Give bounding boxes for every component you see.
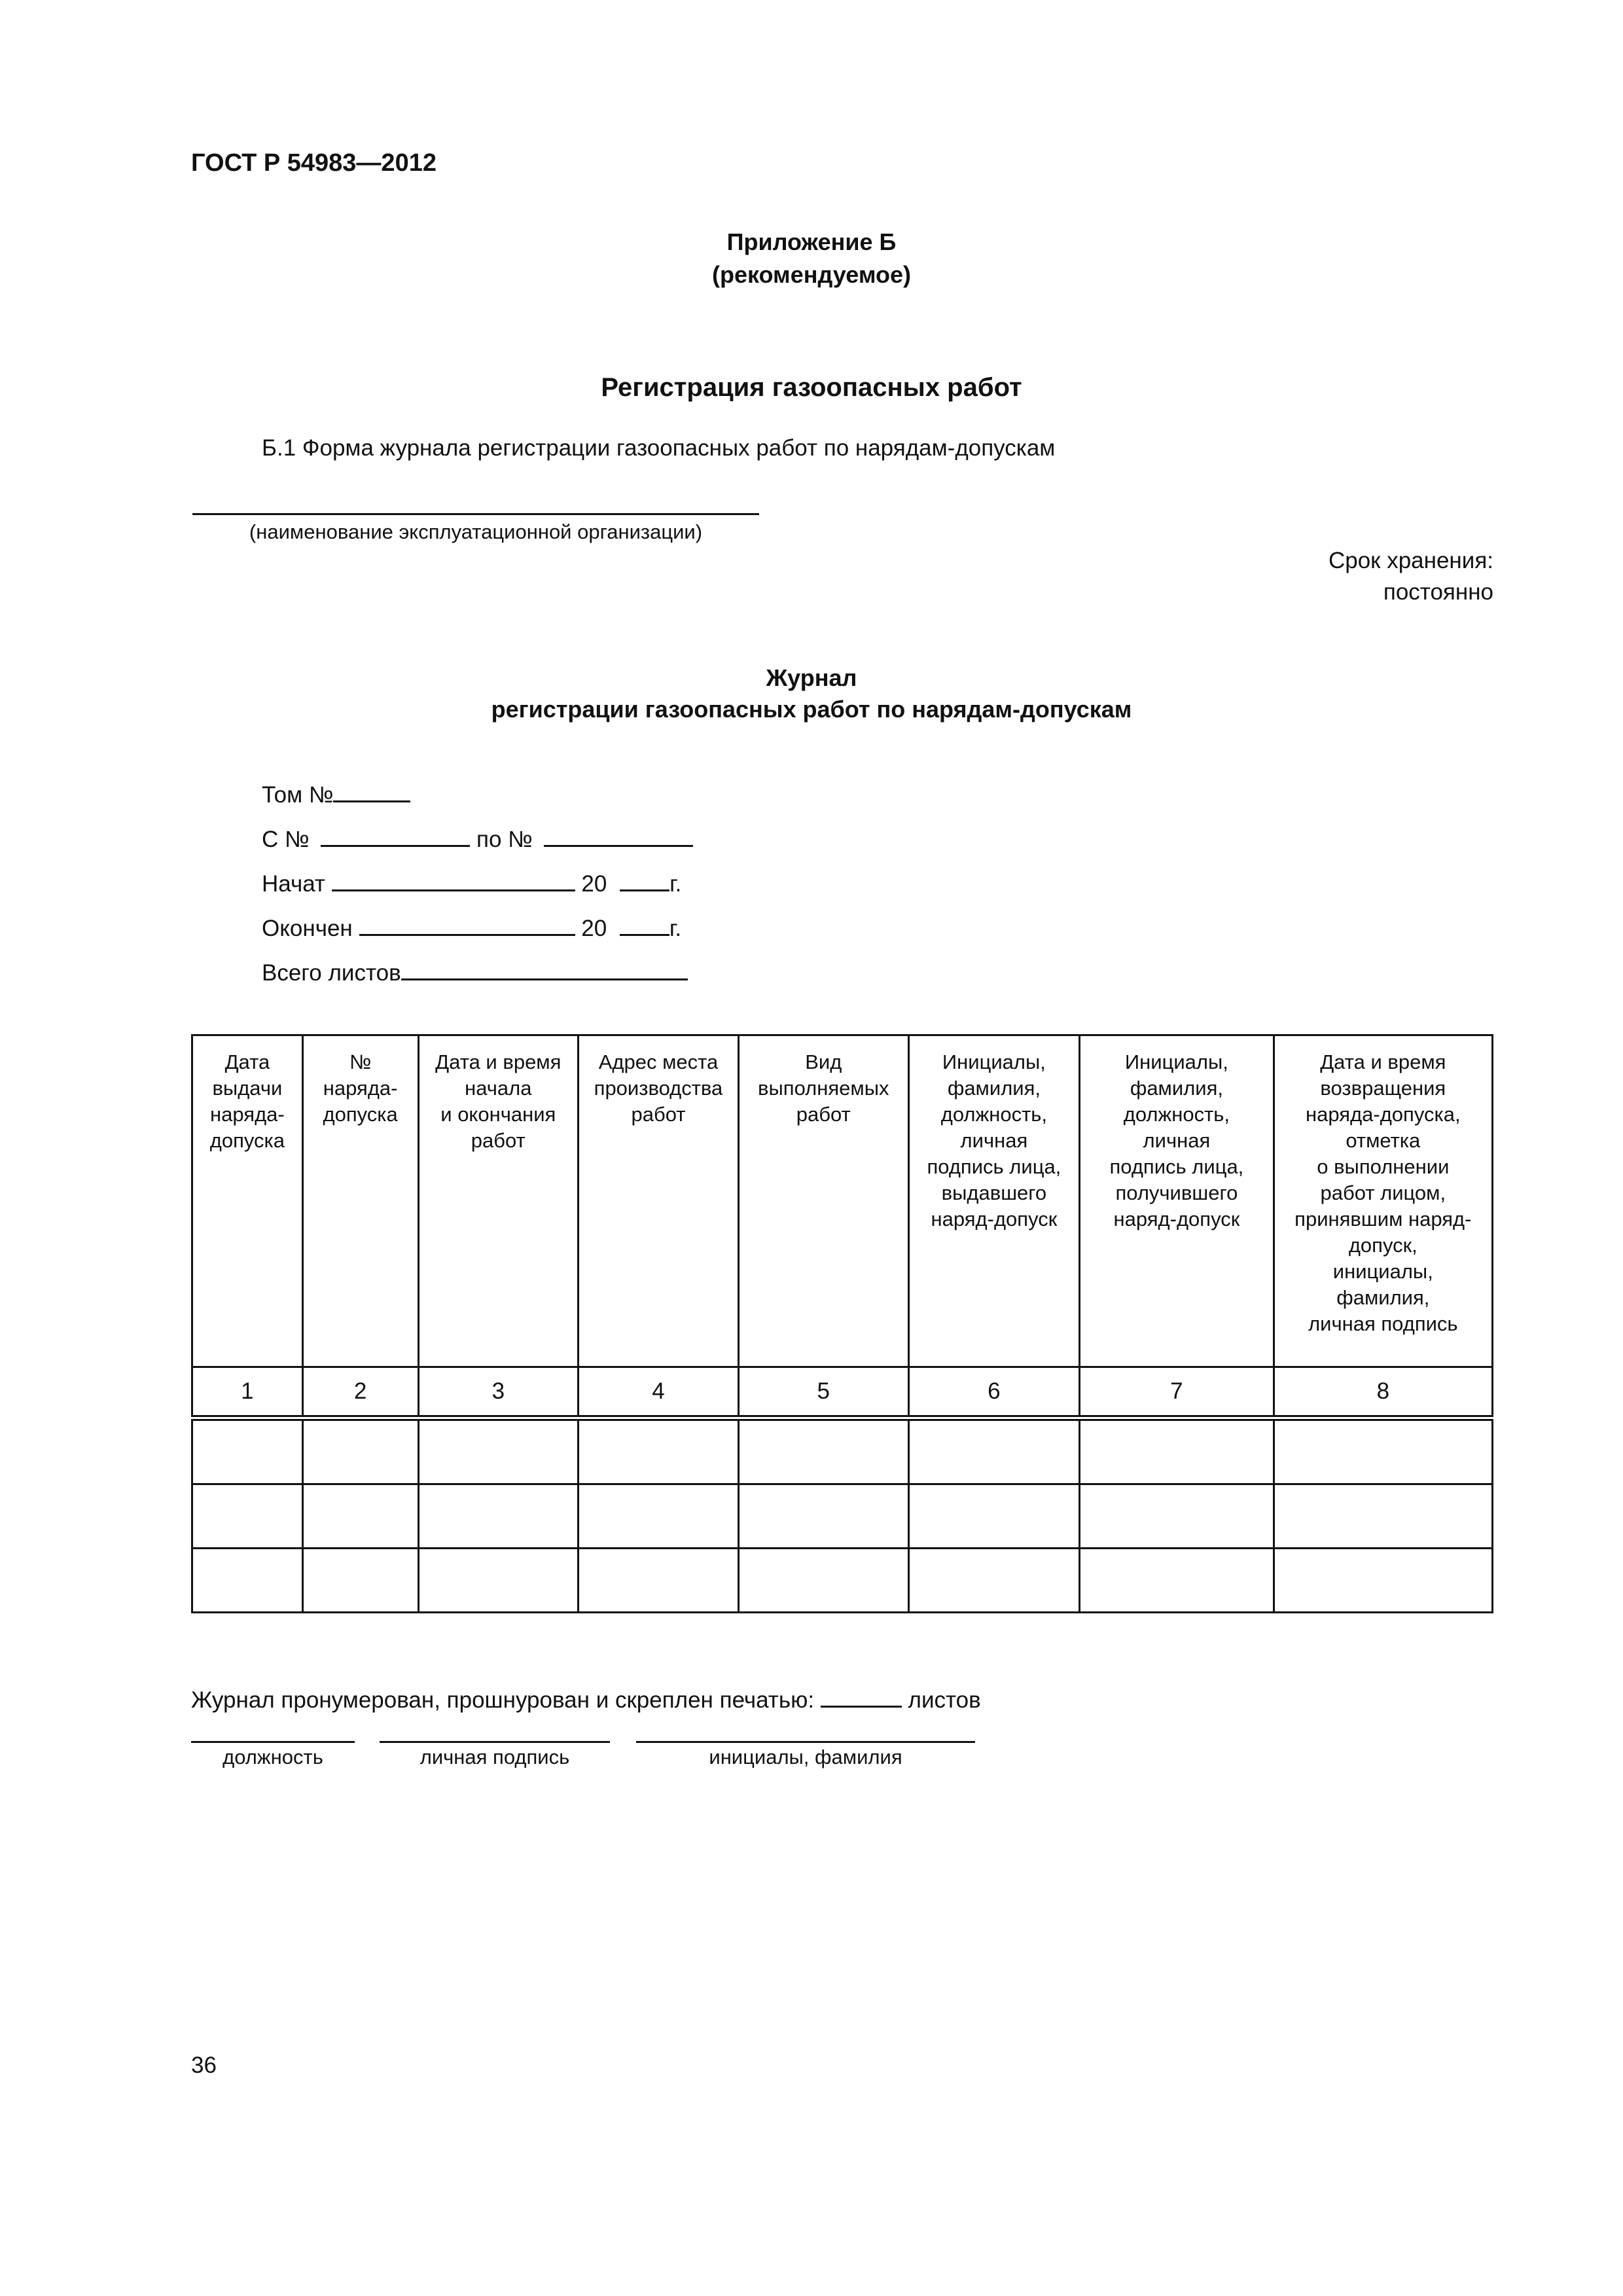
to-label: по № [476, 827, 533, 852]
column-header: Инициалы, фамилия, должность, личная подпись лица, получившего наряд-допуск [1080, 1035, 1274, 1367]
column-number: 1 [192, 1367, 303, 1418]
column-header: Вид выполняемых работ [738, 1035, 908, 1367]
total-sheets-blank [401, 959, 688, 980]
table-cell [908, 1484, 1080, 1549]
column-header: Дата и время начала и окончания работ [418, 1035, 579, 1367]
started-date-blank [332, 870, 575, 891]
column-header: Дата и время возвращения наряда-допуска, отметка о выполнении работ лицом, принявшим наряд- допуск, инициалы, фамилия, личная подпись [1274, 1035, 1492, 1367]
table-cell [579, 1484, 739, 1549]
table-cell [192, 1549, 303, 1613]
started-year-blank [620, 870, 669, 891]
table-row [192, 1549, 1493, 1613]
position-signature-line [191, 1741, 355, 1743]
column-number: 8 [1274, 1367, 1492, 1418]
table-cell [1080, 1549, 1274, 1613]
footer-note-text: Журнал пронумерован, прошнурован и скреплен печатью: [191, 1687, 815, 1713]
storage-label: Срок хранения: [1328, 548, 1493, 573]
storage-period [1329, 545, 1493, 608]
table-cell [1080, 1418, 1274, 1484]
table-cell [192, 1484, 303, 1549]
finished-label: Окончен [262, 916, 353, 941]
table-cell [579, 1418, 739, 1484]
personal-signature-line [380, 1741, 610, 1743]
page-number: 36 [191, 2053, 217, 2078]
started-label: Начат [262, 871, 325, 897]
table-row [192, 1484, 1493, 1549]
finished-field [262, 914, 681, 942]
table-header-row [192, 1035, 1493, 1367]
finished-date-blank [359, 914, 575, 936]
from-blank [321, 825, 470, 847]
table-cell [908, 1418, 1080, 1484]
name-caption: инициалы, фамилия [709, 1746, 902, 1768]
table-cell [1274, 1484, 1492, 1549]
position-caption: должность [223, 1746, 323, 1768]
volume-label: Том № [262, 782, 334, 808]
table-cell [738, 1418, 908, 1484]
sheet-count-blank [821, 1686, 902, 1708]
footer-note [191, 1686, 981, 1713]
column-number: 5 [738, 1367, 908, 1418]
appendix-title: Приложение Б [726, 228, 897, 255]
table-cell [418, 1484, 579, 1549]
table-cell [302, 1549, 418, 1613]
storage-value: постоянно [1383, 579, 1493, 605]
table-cell [1274, 1549, 1492, 1613]
section-title: Регистрация газоопасных работ [601, 373, 1022, 402]
table-cell [302, 1418, 418, 1484]
column-header: № наряда- допуска [302, 1035, 418, 1367]
column-header: Адрес места производства работ [579, 1035, 739, 1367]
column-number-row [192, 1367, 1493, 1418]
appendix-status: (рекомендуемое) [712, 261, 911, 288]
table-cell [1274, 1418, 1492, 1484]
column-number: 3 [418, 1367, 579, 1418]
finished-year-prefix: 20 [581, 916, 607, 941]
table-cell [908, 1549, 1080, 1613]
signature-caption: личная подпись [419, 1746, 570, 1768]
footer-note-suffix: листов [908, 1687, 981, 1713]
total-sheets-field [262, 959, 688, 986]
volume-field [262, 781, 410, 808]
finished-year-suffix: г. [669, 916, 682, 941]
clause-text: Б.1 Форма журнала регистрации газоопасных работ по нарядам-допускам [262, 435, 1056, 461]
table-cell [579, 1549, 739, 1613]
table-cell [738, 1484, 908, 1549]
journal-heading [0, 662, 1623, 725]
column-number: 2 [302, 1367, 418, 1418]
table-cell [738, 1549, 908, 1613]
range-field [262, 825, 693, 853]
table-row [192, 1418, 1493, 1484]
started-year-prefix: 20 [581, 871, 607, 897]
column-header: Инициалы, фамилия, должность, личная подпись лица, выдавшего наряд-допуск [908, 1035, 1080, 1367]
column-header: Дата выдачи наряда- допуска [192, 1035, 303, 1367]
table-cell [1080, 1484, 1274, 1549]
column-number: 7 [1080, 1367, 1274, 1418]
appendix-heading [0, 226, 1623, 291]
finished-year-blank [620, 914, 669, 936]
table-cell [192, 1418, 303, 1484]
started-year-suffix: г. [669, 871, 682, 897]
total-sheets-label: Всего листов [262, 960, 401, 986]
column-number: 4 [579, 1367, 739, 1418]
to-blank [544, 825, 693, 847]
journal-subtitle: регистрации газоопасных работ по нарядам-допускам [491, 696, 1132, 723]
from-label: С № [262, 827, 310, 852]
started-field [262, 870, 681, 897]
volume-blank [333, 781, 410, 802]
journal-table [191, 1034, 1493, 1613]
column-number: 6 [908, 1367, 1080, 1418]
organization-caption: (наименование эксплуатационной организации) [249, 520, 703, 543]
standard-designation: ГОСТ Р 54983—2012 [191, 149, 437, 177]
table-cell [418, 1418, 579, 1484]
table-cell [302, 1484, 418, 1549]
name-signature-line [636, 1741, 975, 1743]
table-cell [418, 1549, 579, 1613]
journal-title: Журнал [766, 664, 857, 691]
organization-line [192, 513, 759, 515]
